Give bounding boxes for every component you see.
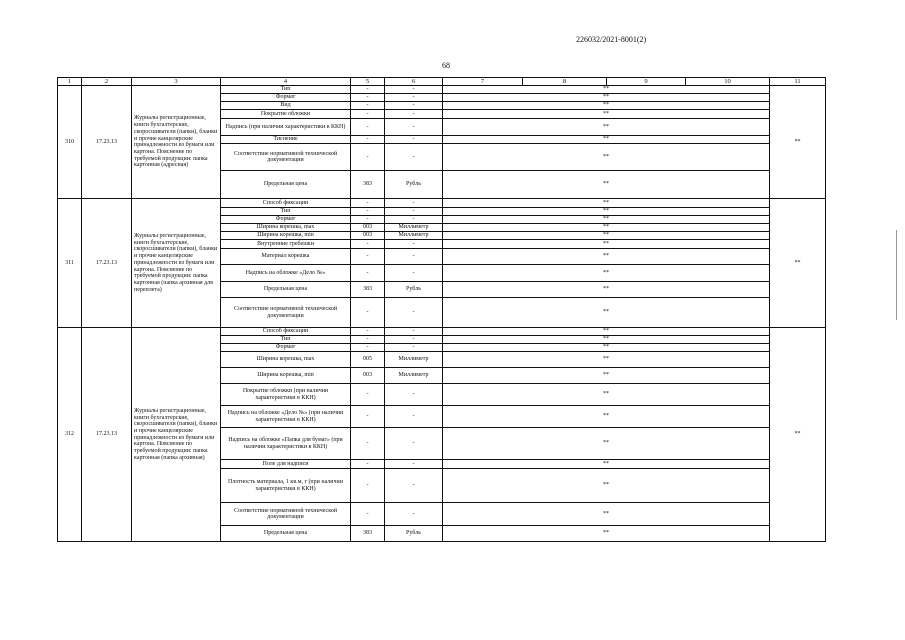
characteristic-name: Тип [221,208,351,216]
characteristic-value: - [351,110,385,119]
characteristic-name: Покрытие обложки (при наличии характеристики в ККН) [221,384,351,406]
okpd-code: 17.23.13 [82,86,132,199]
unit: Рубль [385,526,443,542]
characteristic-value: - [351,208,385,216]
characteristic-name: Поле для надписи [221,460,351,469]
unit: - [385,240,443,249]
characteristic-name: Предельная цена [221,526,351,542]
okpd-code: 17.23.13 [82,199,132,328]
document-number: 226032/2021-8001(2) [576,35,647,44]
characteristic-mark: ** [443,94,770,102]
characteristic-value: - [351,102,385,110]
characteristic-mark: ** [443,208,770,216]
column-header: 2 [82,78,132,86]
characteristic-value: 005 [351,352,385,368]
unit: - [385,94,443,102]
unit: Миллиметр [385,368,443,384]
characteristic-name: Плотность материала, 1 кв.м, г (при наличии характеристики в ККН) [221,469,351,503]
characteristic-mark: ** [443,240,770,249]
characteristic-mark: ** [443,110,770,119]
characteristic-mark: ** [443,224,770,232]
unit: - [385,265,443,282]
table-row [58,328,826,336]
characteristic-value: - [351,328,385,336]
unit: - [385,102,443,110]
characteristic-mark: ** [443,144,770,171]
margin-line [896,230,897,320]
characteristic-mark: ** [443,406,770,428]
characteristic-name: Соответствие нормативной технической документации [221,298,351,328]
unit: - [385,460,443,469]
unit: - [385,503,443,526]
unit: Рубль [385,282,443,298]
characteristic-mark: ** [443,503,770,526]
characteristic-value: - [351,503,385,526]
table-row [58,199,826,208]
characteristic-value: - [351,199,385,208]
characteristic-value: - [351,240,385,249]
characteristic-value: 383 [351,171,385,199]
characteristic-value: 003 [351,224,385,232]
characteristic-name: Соответствие нормативной технической документации [221,503,351,526]
characteristic-name: Вид [221,102,351,110]
characteristic-name: Тип [221,86,351,94]
characteristic-value: - [351,216,385,224]
characteristic-mark: ** [443,136,770,144]
characteristic-name: Ширина корешка, min [221,232,351,240]
characteristic-mark: ** [443,384,770,406]
characteristic-name: Тип [221,336,351,344]
characteristic-value: 383 [351,526,385,542]
characteristic-mark: ** [443,119,770,136]
characteristic-value: - [351,406,385,428]
item-name: Журналы регистрационные, книги бухгалтерские, скоросшиватели (папки), бланки и прочие канцелярские принадлежности из бумаги или картона. Пояснение по требуемой продукции: папка картонная (адресная) [132,86,221,199]
column-header: 6 [385,78,443,86]
characteristic-value: - [351,136,385,144]
unit: - [385,336,443,344]
specification-table [57,77,826,542]
characteristic-name: Соответствие нормативной технической документации [221,144,351,171]
characteristic-mark: ** [443,232,770,240]
characteristic-name: Ширина корешка, max [221,352,351,368]
row-number: 310 [58,86,82,199]
characteristic-name: Способ фиксации [221,199,351,208]
characteristic-value: - [351,86,385,94]
unit: - [385,144,443,171]
characteristic-name: Надпись на обложке «Дело №» (при наличии характеристики в ККН) [221,406,351,428]
characteristic-mark: ** [443,86,770,94]
characteristic-value: - [351,344,385,352]
item-name: Журналы регистрационные, книги бухгалтерские, скоросшиватели (папки), бланки и прочие канцелярские принадлежности из бумаги или картона. Пояснение по требуемой продукции: папка картонная (папка архивная) [132,328,221,542]
table-row [58,86,826,94]
characteristic-name: Внутренние гребешки [221,240,351,249]
characteristic-mark: ** [443,171,770,199]
characteristic-value: - [351,119,385,136]
unit: - [385,86,443,94]
unit: - [385,298,443,328]
characteristic-mark: ** [443,336,770,344]
row-number: 312 [58,328,82,542]
unit: - [385,406,443,428]
unit: - [385,344,443,352]
characteristic-value: - [351,94,385,102]
characteristic-mark: ** [443,282,770,298]
characteristic-name: Предельная цена [221,282,351,298]
unit: - [385,199,443,208]
characteristic-mark: ** [443,460,770,469]
item-name: Журналы регистрационные, книги бухгалтерские, скоросшиватели (папки), бланки и прочие канцелярские принадлежности из бумаги или картона. Пояснение по требуемой продукции: папка картонная (папка архивная для переплета) [132,199,221,328]
characteristic-mark: ** [443,526,770,542]
row-number: 311 [58,199,82,328]
characteristic-mark: ** [443,352,770,368]
table-body [58,78,826,542]
page-number: 68 [442,61,450,70]
column-header: 10 [686,78,770,86]
characteristic-value: 003 [351,232,385,240]
okpd-code: 17.23.13 [82,328,132,542]
unit: - [385,208,443,216]
unit: - [385,119,443,136]
unit: - [385,328,443,336]
characteristic-value: - [351,265,385,282]
column-header: 8 [523,78,607,86]
characteristic-value: - [351,460,385,469]
characteristic-mark: ** [443,102,770,110]
unit: Миллиметр [385,352,443,368]
unit: Миллиметр [385,224,443,232]
characteristic-mark: ** [443,469,770,503]
characteristic-name: Материал корешка [221,249,351,265]
column-11-mark: ** [770,86,826,199]
unit: - [385,249,443,265]
characteristic-name: Покрытие обложки [221,110,351,119]
characteristic-value: - [351,469,385,503]
characteristic-name: Ширина корешка, min [221,368,351,384]
column-header: 3 [132,78,221,86]
characteristic-value: 003 [351,368,385,384]
unit: Миллиметр [385,232,443,240]
characteristic-mark: ** [443,298,770,328]
unit: - [385,216,443,224]
column-header: 9 [607,78,686,86]
characteristic-mark: ** [443,328,770,336]
characteristic-mark: ** [443,428,770,460]
unit: - [385,110,443,119]
characteristic-value: - [351,428,385,460]
column-11-mark: ** [770,328,826,542]
characteristic-value: 383 [351,282,385,298]
column-11-mark: ** [770,199,826,328]
column-header: 1 [58,78,82,86]
unit: Рубль [385,171,443,199]
characteristic-mark: ** [443,368,770,384]
column-header: 7 [443,78,523,86]
header-row [58,78,826,86]
column-header: 11 [770,78,826,86]
column-header: 5 [351,78,385,86]
characteristic-name: Формат [221,94,351,102]
unit: - [385,384,443,406]
characteristic-value: - [351,336,385,344]
characteristic-value: - [351,249,385,265]
characteristic-mark: ** [443,344,770,352]
characteristic-name: Формат [221,216,351,224]
characteristic-name: Тиснение [221,136,351,144]
characteristic-name: Надпись (при наличии характеристики в ККН) [221,119,351,136]
characteristic-name: Способ фиксации [221,328,351,336]
characteristic-mark: ** [443,216,770,224]
characteristic-mark: ** [443,199,770,208]
characteristic-name: Предельная цена [221,171,351,199]
column-header: 4 [221,78,351,86]
unit: - [385,469,443,503]
unit: - [385,136,443,144]
characteristic-value: - [351,384,385,406]
unit: - [385,428,443,460]
characteristic-name: Формат [221,344,351,352]
characteristic-mark: ** [443,249,770,265]
characteristic-value: - [351,298,385,328]
characteristic-name: Надпись на обложке «Дело №» [221,265,351,282]
characteristic-name: Ширина корешка, max [221,224,351,232]
characteristic-value: - [351,144,385,171]
characteristic-mark: ** [443,265,770,282]
characteristic-name: Надпись на обложке «Папка для бумаг» (при наличии характеристики в ККН) [221,428,351,460]
